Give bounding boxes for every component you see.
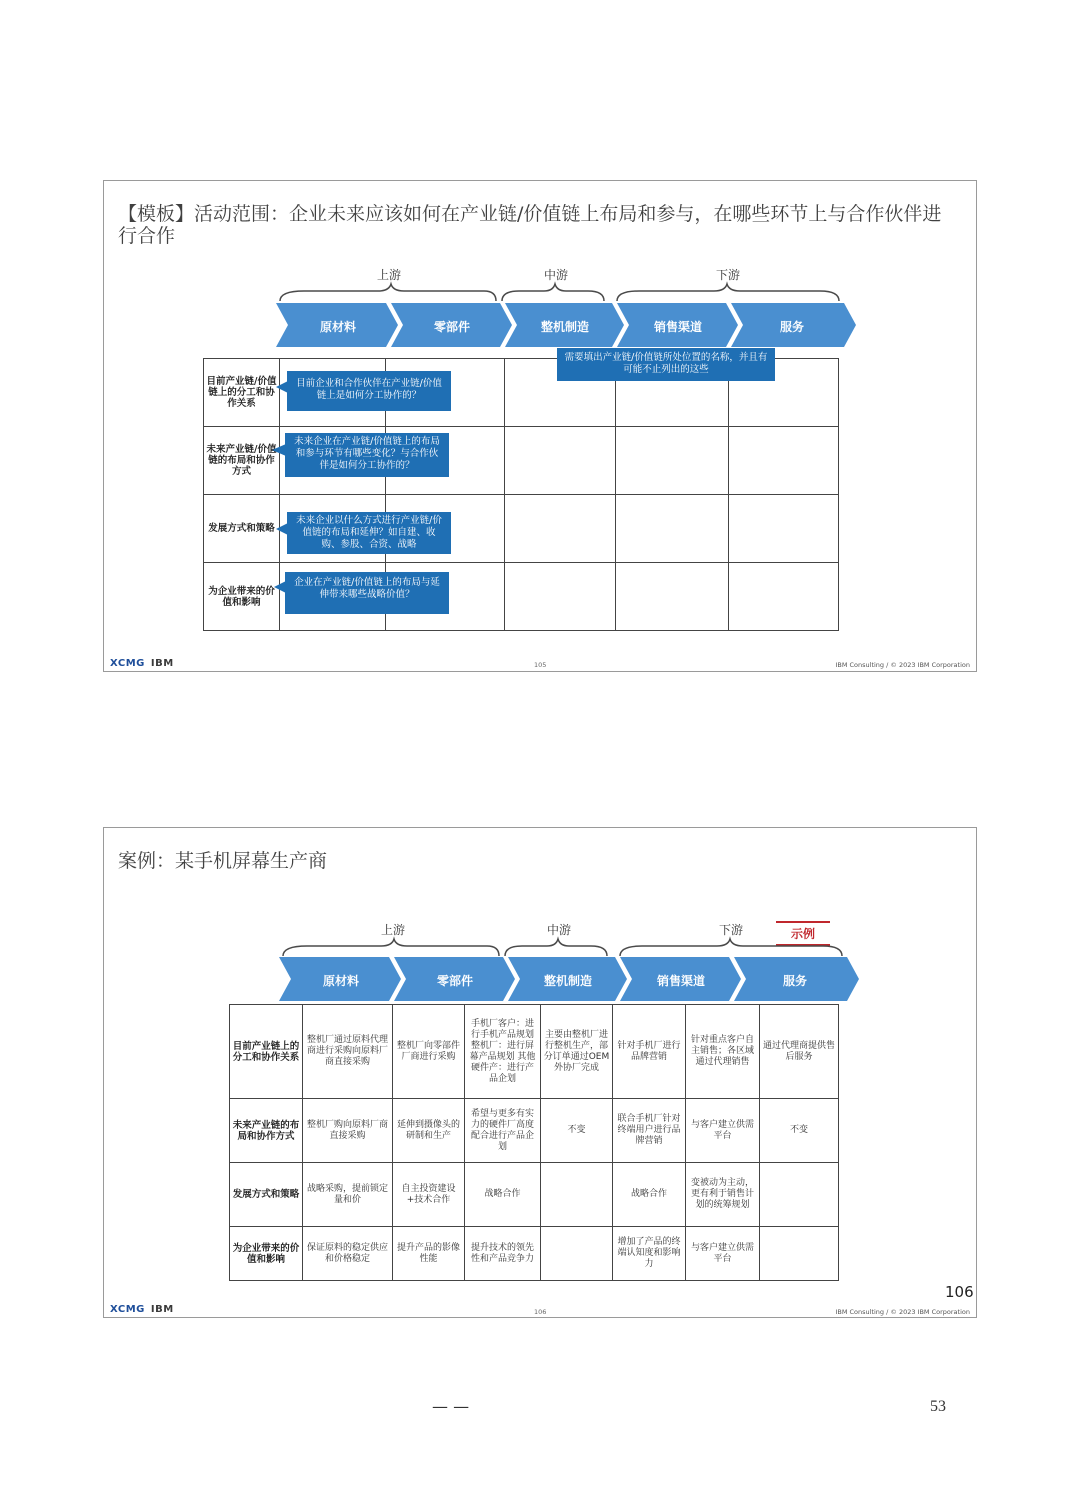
table-cell: 变被动为主动，更有利于销售计划的统筹规划 — [686, 1163, 760, 1227]
table-cell — [505, 495, 616, 563]
table-cell: 希望与更多有实力的硬件厂高度配合进行产品企划 — [465, 1099, 541, 1163]
chain-label: 零部件 — [433, 320, 470, 334]
row-header: 发展方式和策略 — [204, 495, 280, 563]
template-slide — [103, 180, 977, 672]
example-tag: 示例 — [776, 921, 830, 946]
row-header: 目前产业链上的分工和协作关系 — [230, 1005, 303, 1099]
table-cell — [729, 495, 839, 563]
chain-label: 销售渠道 — [653, 320, 702, 334]
table-cell: 手机厂客户：进行手机产品规划 整机厂：进行屏幕产品规划 其他硬件产：进行产品企划 — [465, 1005, 541, 1099]
table-cell: 保证原料的稳定供应和价格稳定 — [303, 1227, 393, 1281]
table-cell: 战略合作 — [613, 1163, 686, 1227]
table-cell: 延伸到摄像头的研制和生产 — [393, 1099, 465, 1163]
table-cell: 不变 — [760, 1099, 839, 1163]
chain-label: 原材料 — [322, 974, 359, 988]
slide-title: 【模板】活动范围：企业未来应该如何在产业链/价值链上布局和参与，在哪些环节上与合作伙伴进行合作 — [118, 203, 942, 247]
table-cell: 整机厂向零部件厂商进行采购 — [393, 1005, 465, 1099]
callout-chain-note: 需要填出产业链/价值链所处位置的名称，并且有可能不止列出的这些 — [557, 348, 775, 381]
table-cell — [616, 427, 729, 495]
stage-midstream: 中游 — [544, 268, 569, 282]
stage-upstream: 上游 — [377, 268, 402, 282]
xcmg-logo: XCMG — [110, 1304, 145, 1315]
table-cell: 整机厂通过原料代理商进行采购向原料厂商直接采购 — [303, 1005, 393, 1099]
table-cell — [541, 1227, 613, 1281]
table-cell: 增加了产品的终端认知度和影响力 — [613, 1227, 686, 1281]
page-number: 53 — [930, 1398, 946, 1415]
case-table — [229, 1004, 839, 1281]
slide-page-number: 106 — [534, 1308, 547, 1316]
table-cell: 通过代理商提供售后服务 — [760, 1005, 839, 1099]
table-cell — [505, 563, 616, 631]
row-header: 为企业带来的价值和影响 — [230, 1227, 303, 1281]
chain-label: 原材料 — [319, 320, 356, 334]
row-header: 为企业带来的价值和影响 — [204, 563, 280, 631]
table-cell: 针对重点客户自主销售；各区域通过代理销售 — [686, 1005, 760, 1099]
row-header: 目前产业链/价值链上的分工和协作关系 — [204, 359, 280, 427]
copyright: IBM Consulting / © 2023 IBM Corporation — [835, 661, 970, 669]
table-cell: 主要由整机厂进行整机生产，部分订单通过OEM外协厂完成 — [541, 1005, 613, 1099]
table-row — [230, 1227, 839, 1281]
row-header: 未来产业链/价值链的布局和协作方式 — [204, 427, 280, 495]
row-header: 发展方式和策略 — [230, 1163, 303, 1227]
chain-label: 零部件 — [436, 974, 473, 988]
table-cell: 战略采购，提前锁定量和价 — [303, 1163, 393, 1227]
stage-downstream: 下游 — [719, 923, 744, 937]
table-cell: 针对手机厂进行品牌营销 — [613, 1005, 686, 1099]
callout-strategy: 未来企业以什么方式进行产业链/价值链的布局和延伸？如自建、收购、参股、合资、战略 — [287, 512, 451, 554]
table-cell: 自主投资建设+技术合作 — [393, 1163, 465, 1227]
table-cell — [505, 427, 616, 495]
callout-value: 企业在产业链/价值链上的布局与延伸带来哪些战略价值？ — [285, 572, 449, 614]
row-header: 未来产业链的布局和协作方式 — [230, 1099, 303, 1163]
table-cell: 提升技术的领先性和产品竞争力 — [465, 1227, 541, 1281]
chain-label: 销售渠道 — [656, 974, 705, 988]
table-cell — [760, 1227, 839, 1281]
chain-label: 整机制造 — [543, 974, 592, 988]
case-slide — [103, 827, 977, 1318]
table-cell: 与客户建立供需平台 — [686, 1099, 760, 1163]
ibm-logo: IBM — [150, 1304, 174, 1315]
table-cell — [616, 563, 729, 631]
corner-page-number: 106 — [945, 1283, 974, 1301]
stage-downstream: 下游 — [716, 268, 741, 282]
slide-page-number: 105 — [534, 661, 547, 669]
table-cell: 联合手机厂针对终端用户进行品牌营销 — [613, 1099, 686, 1163]
table-row — [230, 1163, 839, 1227]
table-cell: 战略合作 — [465, 1163, 541, 1227]
xcmg-logo: XCMG — [110, 658, 145, 669]
chain-label: 服务 — [782, 974, 807, 988]
table-cell — [616, 495, 729, 563]
ibm-logo: IBM — [150, 658, 174, 669]
page-dashes: — — — [432, 1397, 470, 1416]
table-cell — [729, 563, 839, 631]
table-cell: 提升产品的影像性能 — [393, 1227, 465, 1281]
table-cell — [541, 1163, 613, 1227]
callout-future: 未来企业在产业链/价值链上的布局和参与环节有哪些变化？与合作伙伴是如何分工协作的？ — [285, 433, 449, 477]
slide-title: 案例：某手机屏幕生产商 — [118, 850, 328, 872]
stage-midstream: 中游 — [547, 923, 572, 937]
table-cell — [760, 1163, 839, 1227]
chain-label: 服务 — [779, 320, 804, 334]
table-cell: 不变 — [541, 1099, 613, 1163]
table-row — [230, 1005, 839, 1099]
table-cell — [729, 427, 839, 495]
table-row — [230, 1099, 839, 1163]
chain-label: 整机制造 — [540, 320, 589, 334]
footer-logos — [110, 1304, 174, 1315]
stage-upstream: 上游 — [381, 923, 406, 937]
table-cell: 整机厂购向原料厂商直接采购 — [303, 1099, 393, 1163]
footer-logos — [110, 658, 174, 669]
copyright: IBM Consulting / © 2023 IBM Corporation — [835, 1308, 970, 1316]
callout-current: 目前企业和合作伙伴在产业链/价值链上是如何分工协作的？ — [287, 371, 451, 411]
table-cell: 与客户建立供需平台 — [686, 1227, 760, 1281]
